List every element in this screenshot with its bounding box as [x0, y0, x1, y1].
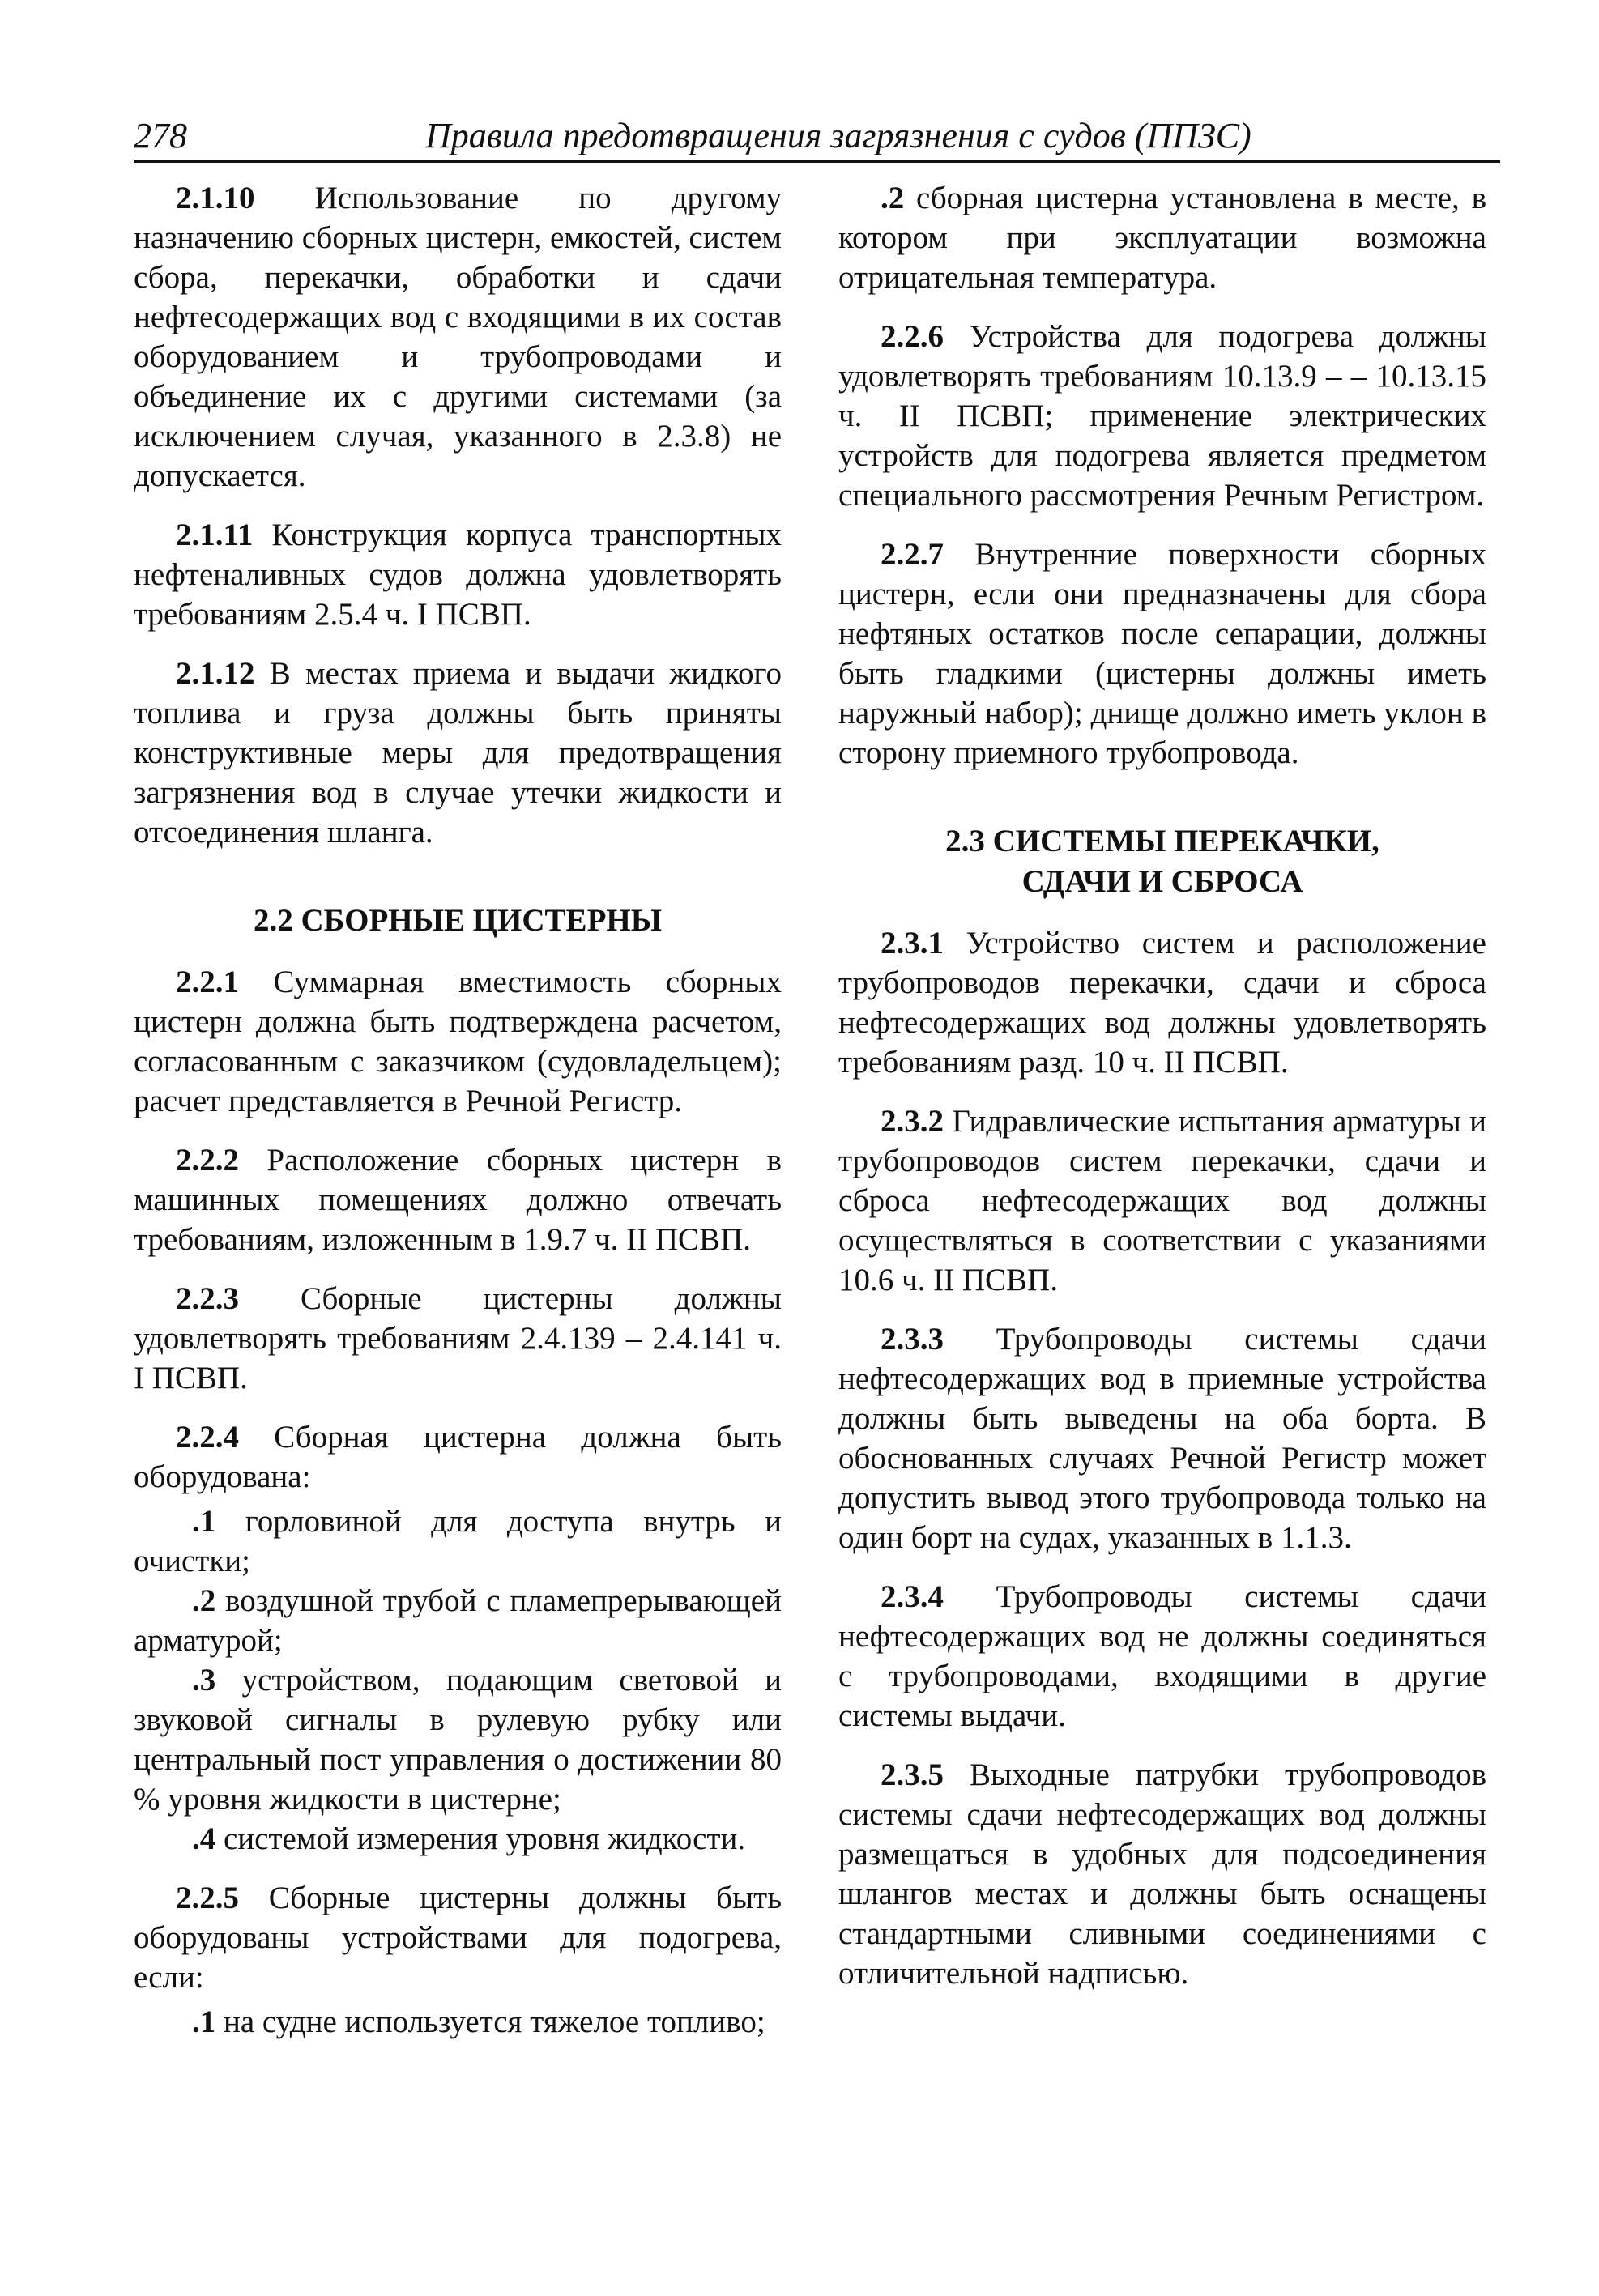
item-number: .1 — [192, 2004, 216, 2039]
item-number: .2 — [881, 181, 905, 215]
clause-text: Внутренние поверхности сборных цистерн, если они предназначены для сбора нефтяных остатков после сепарации, должны быть гладкими (цистерны должны иметь наружный набор); днище должно иметь уклон в сторону приемного трубопровода. — [838, 537, 1486, 770]
paragraph-2-2-4 — [134, 1417, 782, 1497]
item-text: системой измерения уровня жидкости. — [215, 1821, 746, 1856]
clause-text: Конструкция корпуса транспортных нефтеналивных судов должна удовлетворять требованиям 2.5.4 ч. I ПСВП. — [134, 518, 782, 632]
clause-text: Трубопроводы системы сдачи нефтесодержащих вод в приемные устройства должны быть выведены на оба борта. В обоснованных случаях Речной Регистр может допустить вывод этого трубопровода только на один борт на судах, указанных в 1.1.3. — [838, 1322, 1486, 1555]
clause-number: 2.1.11 — [176, 518, 254, 552]
paragraph-2-2-2 — [134, 1140, 782, 1259]
clause-number: 2.2.6 — [881, 319, 944, 354]
clause-number: 2.3.5 — [881, 1757, 944, 1792]
section-heading-2-3 — [838, 821, 1486, 902]
item-number: .2 — [192, 1583, 216, 1618]
paragraph-2-2-6 — [838, 317, 1486, 515]
item-number: .3 — [192, 1663, 216, 1698]
clause-text: Сборная цистерна должна быть оборудована: — [134, 1420, 782, 1494]
list-item — [838, 178, 1486, 297]
clause-number: 2.2.1 — [176, 965, 239, 999]
clause-text: Расположение сборных цистерн в машинных помещениях должно отвечать требованиям, изложенным в 1.9.7 ч. II ПСВП. — [134, 1143, 782, 1257]
clause-text: Сборные цистерны должны быть оборудованы устройствами для подогрева, если: — [134, 1881, 782, 1995]
clause-text: Устройства для подогрева должны удовлетворять требованиям 10.13.9 – – 10.13.15 ч. II ПСВП; применение электрических устройств для подогрева является предметом специального рассмотрения Речным Регистром. — [838, 319, 1486, 513]
heading-line: СДАЧИ И СБРОСА — [1021, 864, 1303, 899]
item-text: на судне используется тяжелое топливо; — [215, 2004, 765, 2039]
section-heading-2-2: 2.2 СБОРНЫЕ ЦИСТЕРНЫ — [253, 903, 663, 938]
page-number: 278 — [134, 116, 187, 155]
paragraph-2-2-7 — [838, 535, 1486, 773]
clause-number: 2.2.7 — [881, 537, 944, 572]
paragraph-2-2-3 — [134, 1279, 782, 1398]
clause-text: Суммарная вместимость сборных цистерн должна быть подтверждена расчетом, согласованным с заказчиком (судовладельцем); расчет представляется в Речной Регистр. — [134, 965, 782, 1118]
paragraph-2-3-4 — [838, 1577, 1486, 1736]
item-number: .1 — [192, 1504, 216, 1539]
clause-number: 2.2.2 — [176, 1143, 239, 1178]
item-text: сборная цистерна установлена в месте, в котором при эксплуатации возможна отрицательная температура. — [838, 181, 1486, 295]
clause-number: 2.1.12 — [176, 656, 255, 691]
left-column — [134, 178, 782, 2042]
clause-text: Устройство систем и расположение трубопроводов перекачки, сдачи и сброса нефтесодержащих вод должны удовлетворять требованиям разд. 10 ч. II ПСВП. — [838, 926, 1486, 1080]
clause-number: 2.3.1 — [881, 926, 944, 961]
clause-text: Гидравлические испытания арматуры и трубопроводов систем перекачки, сдачи и сброса нефтесодержащих вод должны осуществляться в соответствии с указаниями 10.6 ч. II ПСВП. — [838, 1104, 1486, 1297]
paragraph-2-3-5 — [838, 1755, 1486, 1993]
clause-text: Использование по другому назначению сборных цистерн, емкостей, систем сбора, перекачки, обработки и сдачи нефтесодержащих вод с входящими в их состав оборудованием и трубопроводами и объединение их с другими системами (за исключением случая, указанного в 2.3.8) не допускается. — [134, 181, 782, 493]
item-text: воздушной трубой с пламепрерывающей арматурой; — [134, 1583, 782, 1658]
paragraph-2-1-11 — [134, 515, 782, 634]
clause-number: 2.2.5 — [176, 1881, 239, 1915]
clause-number: 2.1.10 — [176, 181, 255, 215]
clause-number: 2.3.2 — [881, 1104, 944, 1139]
heading-line: 2.3 СИСТЕМЫ ПЕРЕКАЧКИ, — [945, 824, 1379, 858]
right-column — [838, 178, 1486, 2013]
clause-number: 2.2.4 — [176, 1420, 239, 1455]
clause-number: 2.2.3 — [176, 1281, 239, 1316]
clause-number: 2.3.4 — [881, 1579, 944, 1614]
list-item — [134, 1660, 782, 1819]
paragraph-2-3-1 — [838, 923, 1486, 1082]
list-item — [134, 1819, 782, 1859]
clause-number: 2.3.3 — [881, 1322, 944, 1357]
item-number: .4 — [192, 1821, 216, 1856]
clause-text: Трубопроводы системы сдачи нефтесодержащих вод не должны соединяться с трубопроводами, входящими в другие системы выдачи. — [838, 1579, 1486, 1733]
running-header — [134, 112, 1500, 163]
clause-text: Выходные патрубки трубопроводов системы сдачи нефтесодержащих вод должны размещаться в удобных для подсоединения шлангов местах и должны быть оснащены стандартными сливными соединениями с отличительной надписью. — [838, 1757, 1486, 1991]
clause-text: Сборные цистерны должны удовлетворять требованиям 2.4.139 – 2.4.141 ч. I ПСВП. — [134, 1281, 782, 1395]
paragraph-2-3-3 — [838, 1319, 1486, 1557]
clause-text: В местах приема и выдачи жидкого топлива и груза должны быть приняты конструктивные меры для предотвращения загрязнения вод в случае утечки жидкости и отсоединения шланга. — [134, 656, 782, 850]
list-item — [134, 2002, 782, 2042]
paragraph-2-2-1 — [134, 962, 782, 1121]
paragraph-2-3-2 — [838, 1101, 1486, 1300]
paragraph-2-1-12 — [134, 654, 782, 852]
list-item — [134, 1581, 782, 1660]
item-text: горловиной для доступа внутрь и очистки; — [134, 1504, 782, 1578]
paragraph-2-1-10 — [134, 178, 782, 496]
item-text: устройством, подающим световой и звуковой сигналы в рулевую рубку или центральный пост управления о достижении 80 % уровня жидкости в цистерне; — [134, 1663, 782, 1817]
paragraph-2-2-5 — [134, 1878, 782, 1997]
running-title: Правила предотвращения загрязнения с судов (ППЗС) — [425, 116, 1251, 155]
list-item — [134, 1502, 782, 1581]
